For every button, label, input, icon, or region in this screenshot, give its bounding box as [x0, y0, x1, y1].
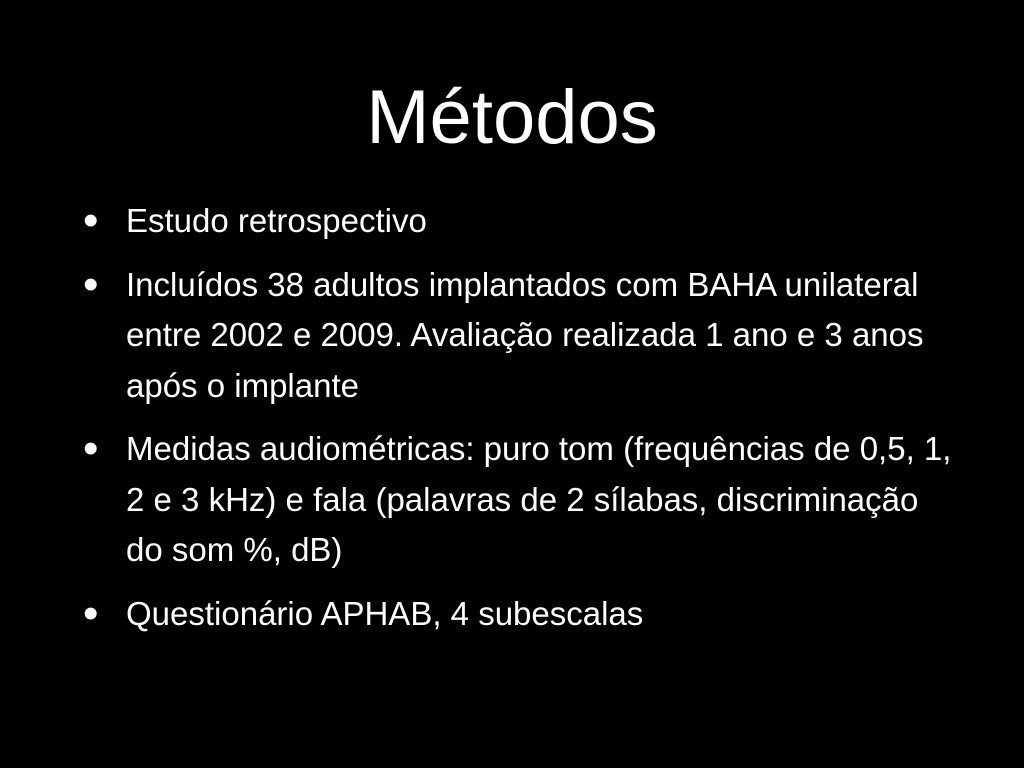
bullet-item — [83, 196, 963, 247]
bullet-icon: • — [83, 196, 99, 245]
slide-title: Métodos — [366, 75, 658, 160]
bullet-item — [83, 589, 963, 640]
bullet-list — [83, 196, 963, 652]
bullet-text: Estudo retrospectivo — [126, 202, 427, 239]
bullet-icon: • — [83, 588, 99, 638]
bullet-item — [83, 260, 963, 412]
bullet-item — [83, 424, 963, 576]
bullet-icon: • — [83, 259, 99, 309]
bullet-text: Questionário APHAB, 4 subescalas — [126, 594, 644, 632]
bullet-text: Incluídos 38 adultos implantados com BAHA unilateral entre 2002 e 2009. Avaliação realizada 1 ano e 3 anos após o implante — [126, 265, 924, 404]
bullet-text: Medidas audiométricas: puro tom (frequências de 0,5, 1, 2 e 3 kHz) e fala (palavras de 2 sílabas, discriminação do som %, dB) — [126, 430, 952, 568]
bullet-icon: • — [83, 424, 99, 473]
